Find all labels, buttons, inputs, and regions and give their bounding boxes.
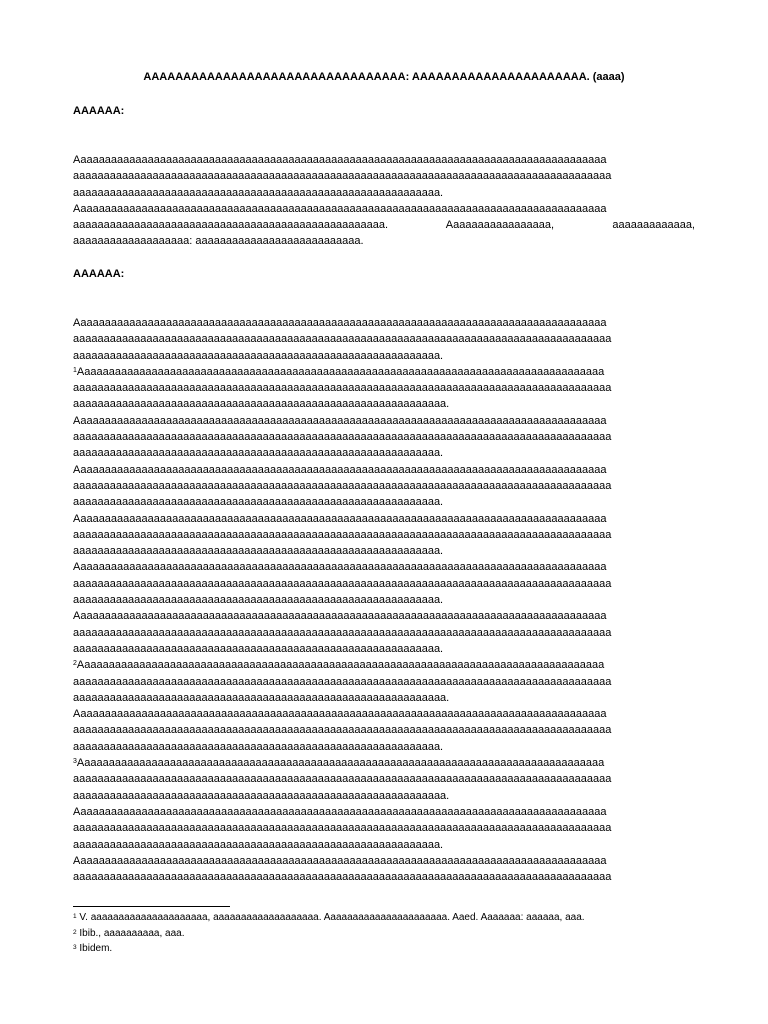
line-text: Aaaaaaaaaaaaaaaaaaaaaaaaaaaaaaaaaaaaaaaaaaaaaaaaaaaaaaaaaaaaaaaaaaaaaaaaaaaaaaaaaaaaaa bbox=[76, 365, 605, 378]
text-line bbox=[73, 641, 695, 657]
line-text: aaaaaaaaaaaaaaaaaaaaaaaaaaaaaaaaaaaaaaaaaaaaaaaaaaaaaaaaaaaaaaaaaaaaaaaaaaaaaaaaaaaaaaaa bbox=[73, 170, 612, 183]
line-text: aaaaaaaaaaaaaaaaaaaaaaaaaaaaaaaaaaaaaaaaaaaaaaaaaaaaaaaaaaaa. bbox=[73, 349, 444, 362]
footnote-reference[interactable]: 1 bbox=[73, 366, 77, 374]
paragraph bbox=[73, 152, 695, 201]
paragraph bbox=[73, 706, 695, 755]
line-text: aaaaaaaaaaaaaaaaaaaaaaaaaaaaaaaaaaaaaaaaaaaaaaaaaaaaaaaaaaaaa. bbox=[73, 789, 450, 802]
footnote-text: Ibib., aaaaaaaaaa, aaa. bbox=[79, 927, 185, 939]
text-line bbox=[73, 674, 695, 690]
text-line bbox=[73, 869, 695, 885]
text-line bbox=[73, 657, 695, 673]
line-text: aaaaaaaaaaaaaaaaaaaaaaaaaaaaaaaaaaaaaaaaaaaaaaaaaaaaaaaaaaaaaaaaaaaaaaaaaaaaaaaaaaaaaaaa bbox=[73, 528, 612, 541]
line-text: aaaaaaaaaaaaaaaaaaaaaaaaaaaaaaaaaaaaaaaaaaaaaaaaaaa. Aaaaaaaaaaaaaaaaa, aaaaaaaaaaaaa, bbox=[73, 219, 695, 232]
paragraph bbox=[73, 657, 695, 706]
line-text: Aaaaaaaaaaaaaaaaaaaaaaaaaaaaaaaaaaaaaaaaaaaaaaaaaaaaaaaaaaaaaaaaaaaaaaaaaaaaaaaaaaaaaaa bbox=[73, 414, 607, 427]
footnote-marker: 1 bbox=[73, 913, 77, 920]
footnote-1 bbox=[73, 910, 695, 926]
text-line bbox=[73, 462, 695, 478]
line-text: aaaaaaaaaaaaaaaaaaaaaaaaaaaaaaaaaaaaaaaaaaaaaaaaaaaaaaaaaaaaaaaaaaaaaaaaaaaaaaaaaaaaaaaa bbox=[73, 773, 612, 786]
text-line bbox=[73, 739, 695, 755]
text-line bbox=[73, 445, 695, 461]
line-text: aaaaaaaaaaaaaaaaaaaaaaaaaaaaaaaaaaaaaaaaaaaaaaaaaaaaaaaaaaaaaaaaaaaaaaaaaaaaaaaaaaaaaaaa bbox=[73, 626, 612, 639]
text-line bbox=[73, 185, 695, 201]
line-text: aaaaaaaaaaaaaaaaaaaaaaaaaaaaaaaaaaaaaaaaaaaaaaaaaaaaaaaaaaaaaaaaaaaaaaaaaaaaaaaaaaaaaaaa bbox=[73, 822, 612, 835]
footnote-reference[interactable]: 3 bbox=[73, 758, 77, 766]
section-body-2 bbox=[73, 315, 695, 885]
section-body-1 bbox=[73, 152, 695, 250]
document-title: AAAAAAAAAAAAAAAAAAAAAAAAAAAAAAAAA: AAAAAAAAAAAAAAAAAAAAAA. (aaaa) bbox=[143, 71, 625, 83]
text-line bbox=[73, 592, 695, 608]
line-text: aaaaaaaaaaaaaaaaaaaaaaaaaaaaaaaaaaaaaaaaaaaaaaaaaaaaaaaaaaaa. bbox=[73, 496, 444, 509]
line-text: Aaaaaaaaaaaaaaaaaaaaaaaaaaaaaaaaaaaaaaaaaaaaaaaaaaaaaaaaaaaaaaaaaaaaaaaaaaaaaaaaaaaaaaa bbox=[73, 202, 607, 215]
line-text: aaaaaaaaaaaaaaaaaaaaaaaaaaaaaaaaaaaaaaaaaaaaaaaaaaaaaaaaaaaaaaaaaaaaaaaaaaaaaaaaaaaaaaaa bbox=[73, 431, 612, 444]
text-line bbox=[73, 755, 695, 771]
text-line bbox=[73, 168, 695, 184]
paragraph bbox=[73, 315, 695, 364]
line-text: aaaaaaaaaaaaaaaaaaaaaaaaaaaaaaaaaaaaaaaaaaaaaaaaaaaaaaaaaaaa. bbox=[73, 594, 444, 607]
line-text: Aaaaaaaaaaaaaaaaaaaaaaaaaaaaaaaaaaaaaaaaaaaaaaaaaaaaaaaaaaaaaaaaaaaaaaaaaaaaaaaaaaaaaaa bbox=[73, 708, 607, 721]
line-text: Aaaaaaaaaaaaaaaaaaaaaaaaaaaaaaaaaaaaaaaaaaaaaaaaaaaaaaaaaaaaaaaaaaaaaaaaaaaaaaaaaaaaaaa bbox=[73, 463, 607, 476]
line-text: Aaaaaaaaaaaaaaaaaaaaaaaaaaaaaaaaaaaaaaaaaaaaaaaaaaaaaaaaaaaaaaaaaaaaaaaaaaaaaaaaaaaaaaa bbox=[73, 854, 607, 867]
paragraph bbox=[73, 462, 695, 511]
paragraph bbox=[73, 608, 695, 657]
text-line bbox=[73, 511, 695, 527]
line-text: Aaaaaaaaaaaaaaaaaaaaaaaaaaaaaaaaaaaaaaaaaaaaaaaaaaaaaaaaaaaaaaaaaaaaaaaaaaaaaaaaaaaaaa bbox=[76, 659, 605, 672]
text-line bbox=[73, 706, 695, 722]
document-page bbox=[73, 0, 695, 1024]
text-line bbox=[73, 543, 695, 559]
text-line bbox=[73, 152, 695, 168]
line-text: aaaaaaaaaaaaaaaaaaaaaaaaaaaaaaaaaaaaaaaaaaaaaaaaaaaaaaaaaaaaaaaaaaaaaaaaaaaaaaaaaaaaaaaa bbox=[73, 675, 612, 688]
line-text: aaaaaaaaaaaaaaaaaaa: aaaaaaaaaaaaaaaaaaaaaaaaaaa. bbox=[73, 235, 364, 248]
line-text: aaaaaaaaaaaaaaaaaaaaaaaaaaaaaaaaaaaaaaaaaaaaaaaaaaaaaaaaaaaa. bbox=[73, 545, 444, 558]
line-text: aaaaaaaaaaaaaaaaaaaaaaaaaaaaaaaaaaaaaaaaaaaaaaaaaaaaaaaaaaaaaaaaaaaaaaaaaaaaaaaaaaaaaaaa bbox=[73, 382, 612, 395]
footnote-marker: 3 bbox=[73, 944, 77, 951]
line-text: aaaaaaaaaaaaaaaaaaaaaaaaaaaaaaaaaaaaaaaaaaaaaaaaaaaaaaaaaaaaaaaaaaaaaaaaaaaaaaaaaaaaaaaa bbox=[73, 333, 612, 346]
paragraph bbox=[73, 755, 695, 804]
line-text: Aaaaaaaaaaaaaaaaaaaaaaaaaaaaaaaaaaaaaaaaaaaaaaaaaaaaaaaaaaaaaaaaaaaaaaaaaaaaaaaaaaaaaaa bbox=[73, 805, 607, 818]
text-line bbox=[73, 608, 695, 624]
line-text: aaaaaaaaaaaaaaaaaaaaaaaaaaaaaaaaaaaaaaaaaaaaaaaaaaaaaaaaaaaaaaaaaaaaaaaaaaaaaaaaaaaaaaaa bbox=[73, 871, 612, 884]
line-text: aaaaaaaaaaaaaaaaaaaaaaaaaaaaaaaaaaaaaaaaaaaaaaaaaaaaaaaaaaaa. bbox=[73, 642, 444, 655]
paragraph bbox=[73, 559, 695, 608]
paragraph bbox=[73, 201, 695, 250]
text-line bbox=[73, 364, 695, 380]
text-line bbox=[73, 853, 695, 869]
footnote-text: V. aaaaaaaaaaaaaaaaaaaaa, aaaaaaaaaaaaaaaaaaa. Aaaaaaaaaaaaaaaaaaaaaa. Aaed. Aaaaaaa: aaaaaa, aaa. bbox=[79, 912, 585, 923]
text-line bbox=[73, 478, 695, 494]
section-heading-1: AAAAAA: bbox=[73, 105, 125, 117]
text-line bbox=[73, 201, 695, 217]
text-line bbox=[73, 804, 695, 820]
paragraph bbox=[73, 364, 695, 413]
text-line bbox=[73, 771, 695, 787]
text-line bbox=[73, 217, 695, 233]
line-text: Aaaaaaaaaaaaaaaaaaaaaaaaaaaaaaaaaaaaaaaaaaaaaaaaaaaaaaaaaaaaaaaaaaaaaaaaaaaaaaaaaaaaaaa bbox=[73, 512, 607, 525]
text-line bbox=[73, 396, 695, 412]
line-text: aaaaaaaaaaaaaaaaaaaaaaaaaaaaaaaaaaaaaaaaaaaaaaaaaaaaaaaaaaaaaaaaaaaaaaaaaaaaaaaaaaaaaaaa bbox=[73, 577, 612, 590]
text-line bbox=[73, 722, 695, 738]
line-text: Aaaaaaaaaaaaaaaaaaaaaaaaaaaaaaaaaaaaaaaaaaaaaaaaaaaaaaaaaaaaaaaaaaaaaaaaaaaaaaaaaaaaaaa bbox=[73, 154, 607, 166]
footnotes bbox=[73, 910, 695, 957]
text-line bbox=[73, 527, 695, 543]
line-text: aaaaaaaaaaaaaaaaaaaaaaaaaaaaaaaaaaaaaaaaaaaaaaaaaaaaaaaaaaaaaaaaaaaaaaaaaaaaaaaaaaaaaaaa bbox=[73, 479, 612, 492]
line-text: Aaaaaaaaaaaaaaaaaaaaaaaaaaaaaaaaaaaaaaaaaaaaaaaaaaaaaaaaaaaaaaaaaaaaaaaaaaaaaaaaaaaaaaa bbox=[73, 610, 607, 623]
text-line bbox=[73, 233, 695, 249]
line-text: aaaaaaaaaaaaaaaaaaaaaaaaaaaaaaaaaaaaaaaaaaaaaaaaaaaaaaaaaaaaa. bbox=[73, 691, 450, 704]
line-text: aaaaaaaaaaaaaaaaaaaaaaaaaaaaaaaaaaaaaaaaaaaaaaaaaaaaaaaaaaaaaaaaaaaaaaaaaaaaaaaaaaaaaaaa bbox=[73, 724, 612, 737]
text-line bbox=[73, 413, 695, 429]
line-text: Aaaaaaaaaaaaaaaaaaaaaaaaaaaaaaaaaaaaaaaaaaaaaaaaaaaaaaaaaaaaaaaaaaaaaaaaaaaaaaaaaaaaaa bbox=[76, 757, 605, 770]
paragraph bbox=[73, 853, 695, 886]
line-text: aaaaaaaaaaaaaaaaaaaaaaaaaaaaaaaaaaaaaaaaaaaaaaaaaaaaaaaaaaaaa. bbox=[73, 398, 450, 411]
text-line bbox=[73, 625, 695, 641]
text-line bbox=[73, 331, 695, 347]
paragraph bbox=[73, 511, 695, 560]
text-line bbox=[73, 788, 695, 804]
paragraph bbox=[73, 804, 695, 853]
text-line bbox=[73, 429, 695, 445]
line-text: Aaaaaaaaaaaaaaaaaaaaaaaaaaaaaaaaaaaaaaaaaaaaaaaaaaaaaaaaaaaaaaaaaaaaaaaaaaaaaaaaaaaaaaa bbox=[73, 561, 607, 574]
line-text: aaaaaaaaaaaaaaaaaaaaaaaaaaaaaaaaaaaaaaaaaaaaaaaaaaaaaaaaaaaa. bbox=[73, 447, 444, 460]
paragraph bbox=[73, 413, 695, 462]
footnote-separator bbox=[73, 906, 230, 907]
line-text: aaaaaaaaaaaaaaaaaaaaaaaaaaaaaaaaaaaaaaaaaaaaaaaaaaaaaaaaaaaa. bbox=[73, 838, 444, 851]
text-line bbox=[73, 559, 695, 575]
line-text: Aaaaaaaaaaaaaaaaaaaaaaaaaaaaaaaaaaaaaaaaaaaaaaaaaaaaaaaaaaaaaaaaaaaaaaaaaaaaaaaaaaaaaaa bbox=[73, 317, 607, 329]
text-line bbox=[73, 576, 695, 592]
text-line bbox=[73, 690, 695, 706]
text-line bbox=[73, 820, 695, 836]
footnote-3 bbox=[73, 941, 695, 957]
line-text: aaaaaaaaaaaaaaaaaaaaaaaaaaaaaaaaaaaaaaaaaaaaaaaaaaaaaaaaaaaa. bbox=[73, 740, 444, 753]
footnote-reference[interactable]: 2 bbox=[73, 660, 77, 668]
footnote-text: Ibidem. bbox=[79, 943, 113, 954]
text-line bbox=[73, 348, 695, 364]
footnote-2 bbox=[73, 926, 695, 942]
text-line bbox=[73, 494, 695, 510]
text-line bbox=[73, 837, 695, 853]
text-line bbox=[73, 380, 695, 396]
section-heading-2: AAAAAA: bbox=[73, 268, 125, 280]
footnote-marker: 2 bbox=[73, 928, 77, 936]
line-text: aaaaaaaaaaaaaaaaaaaaaaaaaaaaaaaaaaaaaaaaaaaaaaaaaaaaaaaaaaaa. bbox=[73, 186, 444, 199]
text-line bbox=[73, 315, 695, 331]
